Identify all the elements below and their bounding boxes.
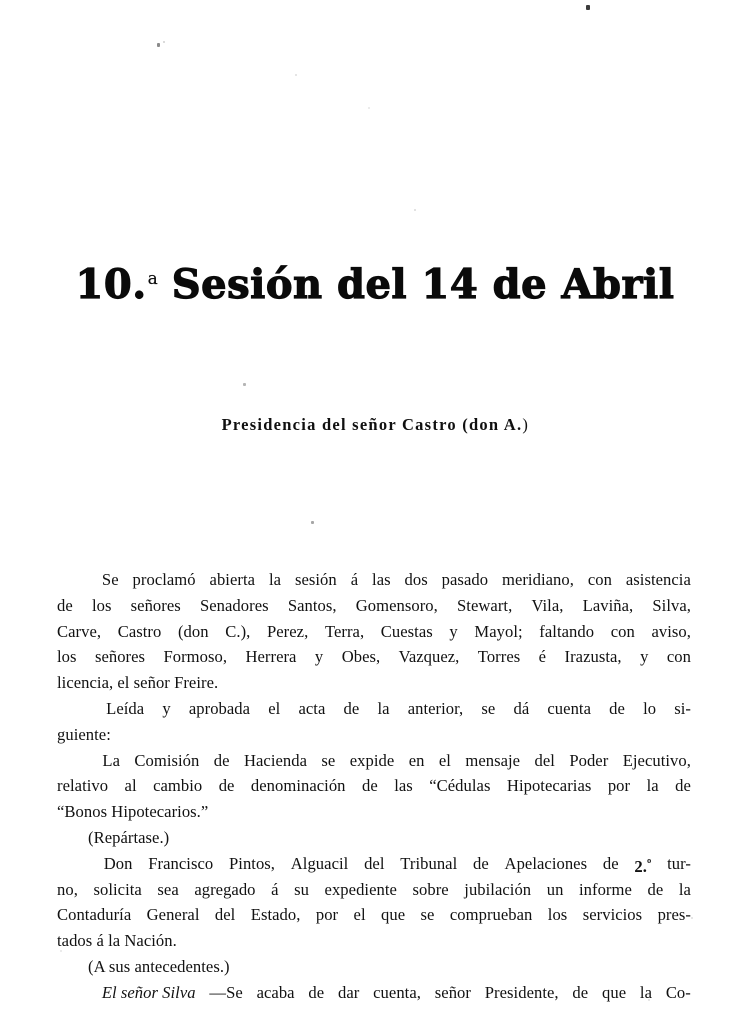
- word: Freire.: [174, 673, 219, 693]
- body-line: [57, 877, 691, 903]
- word: Herrera: [245, 647, 297, 667]
- word: Stewart,: [457, 595, 513, 615]
- word: sus: [108, 956, 131, 976]
- presidency-closing-paren: ): [522, 415, 529, 434]
- presidency-text: Presidencia del señor Castro (don A.: [221, 415, 523, 434]
- scan-speck: [691, 917, 693, 919]
- word: señor: [133, 673, 170, 693]
- word: de: [218, 776, 235, 796]
- word: Formoso,: [163, 647, 228, 667]
- word: Obes,: [341, 647, 381, 667]
- word: con: [666, 647, 691, 667]
- word: la: [678, 879, 691, 899]
- word: dar: [337, 982, 360, 1002]
- word: el: [268, 698, 281, 718]
- word: mensaje: [465, 750, 521, 770]
- word: comprueban: [449, 905, 533, 925]
- word: aprobada: [188, 698, 251, 718]
- word: Irazusta,: [564, 647, 622, 667]
- word: Comisión: [134, 750, 200, 770]
- word: Vila,: [531, 595, 564, 615]
- word: Mayol;: [474, 621, 523, 641]
- word: Castro: [117, 621, 162, 641]
- body-line: [57, 722, 691, 748]
- word: los: [91, 595, 112, 615]
- word: y: [314, 647, 324, 667]
- word: tur-: [667, 853, 691, 873]
- word: informe: [579, 879, 632, 899]
- word: acaba: [256, 982, 295, 1002]
- scan-speck: [368, 107, 370, 109]
- body-line: [57, 851, 691, 877]
- word: las: [394, 776, 413, 796]
- body-line: [57, 799, 691, 825]
- word: meridiano,: [501, 570, 574, 589]
- word: Leída: [106, 698, 145, 718]
- word: Se: [101, 570, 119, 589]
- word: Estado,: [250, 905, 301, 925]
- body-line: [57, 644, 691, 670]
- scan-speck: [157, 43, 160, 47]
- word: de: [647, 879, 664, 899]
- word: á: [350, 570, 359, 589]
- session-number: 10.: [75, 260, 147, 308]
- word: se: [481, 698, 496, 718]
- word: de: [308, 982, 325, 1002]
- word: del: [534, 750, 555, 770]
- presidency-line: [0, 414, 750, 436]
- word: de: [572, 982, 589, 1002]
- word: (Repártase.): [88, 827, 170, 847]
- word: por: [315, 905, 339, 925]
- word: de: [213, 750, 230, 770]
- word: guiente:: [57, 724, 111, 744]
- word: Carve,: [57, 621, 102, 641]
- word: Terra,: [324, 621, 365, 641]
- word: la: [646, 776, 659, 796]
- word: expediente: [324, 879, 397, 899]
- word: Poder: [569, 750, 609, 770]
- word: el: [117, 673, 130, 693]
- word: pres-: [657, 905, 691, 925]
- word: antecedentes.): [134, 956, 230, 976]
- body-line: [57, 593, 691, 619]
- word: 2.$^º$: [634, 855, 652, 876]
- word: de: [361, 776, 378, 796]
- word: el: [438, 750, 451, 770]
- body-line: [57, 670, 691, 696]
- word: de: [57, 595, 73, 615]
- word: expide: [349, 750, 395, 770]
- word: acta: [298, 698, 326, 718]
- word: la: [108, 931, 121, 951]
- word: con: [587, 570, 612, 589]
- scan-speck: [163, 41, 165, 43]
- word: señores: [94, 647, 146, 667]
- word: Don: [103, 853, 133, 873]
- scan-speck: [295, 74, 297, 76]
- word: Co-: [665, 982, 691, 1002]
- word: licencia,: [57, 673, 114, 693]
- word: asistencia: [625, 570, 691, 589]
- word: Torres: [477, 647, 521, 667]
- word: anterior,: [407, 698, 464, 718]
- word: se: [321, 750, 336, 770]
- word: y: [449, 621, 458, 641]
- word: se: [420, 905, 435, 925]
- word: Hipotecarios.”: [111, 802, 209, 822]
- word: Senadores: [199, 595, 269, 615]
- word: faltando: [539, 621, 595, 641]
- body-line: [57, 619, 691, 645]
- paragraph-indent: [57, 696, 88, 722]
- word: agregado: [194, 879, 256, 899]
- word: de: [609, 698, 625, 718]
- word: si-: [674, 698, 691, 718]
- word: cuenta: [547, 698, 591, 718]
- word: (don: [177, 621, 209, 641]
- body-line: [57, 980, 691, 1006]
- page-title: [0, 255, 750, 309]
- word: los: [57, 647, 77, 667]
- word: la: [268, 570, 282, 589]
- word: Hacienda: [243, 750, 308, 770]
- word: sea: [157, 879, 179, 899]
- word: cuenta,: [373, 982, 421, 1002]
- scan-speck: [311, 521, 314, 524]
- paragraph-indent: [57, 980, 88, 1006]
- word: no,: [57, 879, 78, 899]
- word: Cuestas: [380, 621, 433, 641]
- word: Gomensoro,: [355, 595, 438, 615]
- word: Francisco: [148, 853, 214, 873]
- word: é: [538, 647, 547, 667]
- body-line: [57, 773, 691, 799]
- word: sesión: [294, 570, 337, 589]
- word: al: [124, 776, 137, 796]
- word: relativo: [57, 776, 109, 796]
- word: que: [381, 905, 406, 925]
- word: Alguacil: [290, 853, 349, 873]
- word: señor: [434, 982, 471, 1002]
- word: General: [146, 905, 200, 925]
- word: Ejecutivo,: [622, 750, 691, 770]
- word: de: [473, 853, 489, 873]
- word: la: [377, 698, 390, 718]
- word: (A: [88, 956, 105, 976]
- body-line: [57, 928, 691, 954]
- word: cambio: [153, 776, 203, 796]
- word: Presidente,: [484, 982, 559, 1002]
- word: del: [214, 905, 236, 925]
- paragraph-indent: [57, 851, 88, 877]
- word: C.),: [225, 621, 251, 641]
- word: de: [675, 776, 691, 796]
- word: lo: [643, 698, 657, 718]
- body-line: [57, 567, 691, 593]
- body-line: [57, 696, 691, 722]
- body-line: [57, 748, 691, 774]
- word: los: [547, 905, 568, 925]
- word: á: [96, 931, 104, 951]
- body-line: [57, 902, 691, 928]
- word: Tribunal: [400, 853, 458, 873]
- word: Contaduría: [57, 905, 132, 925]
- session-ordinal-suffix: a: [147, 268, 158, 289]
- word: de: [343, 698, 360, 718]
- word: Nación.: [124, 931, 177, 951]
- word: Perez,: [266, 621, 309, 641]
- word: del: [364, 853, 385, 873]
- word: Apelaciones: [504, 853, 588, 873]
- word: Silva,: [652, 595, 691, 615]
- word: su: [294, 879, 309, 899]
- word: tados: [57, 931, 93, 951]
- word: abierta: [209, 570, 256, 589]
- paragraph-indent: [57, 567, 88, 593]
- session-title-rest: Sesión del 14 de Abril: [171, 260, 675, 308]
- word: á: [271, 879, 279, 899]
- word: denominación: [250, 776, 346, 796]
- word: Pintos,: [229, 853, 275, 873]
- word: servicios: [582, 905, 643, 925]
- scan-speck: [414, 209, 416, 211]
- word: con: [610, 621, 635, 641]
- word: Santos,: [287, 595, 337, 615]
- word: el: [353, 905, 366, 925]
- body-line: [57, 954, 691, 980]
- paragraph-indent: [57, 748, 88, 774]
- speaker-name: El señor Silva: [101, 982, 196, 1002]
- word: solicita: [93, 879, 142, 899]
- word: dos: [404, 570, 428, 589]
- scan-speck: [586, 5, 590, 10]
- word: y: [640, 647, 649, 667]
- word: proclamó: [132, 570, 196, 589]
- word: aviso,: [651, 621, 691, 641]
- word: Laviña,: [582, 595, 634, 615]
- word: y: [162, 698, 171, 718]
- word: jubilación: [464, 879, 532, 899]
- word: señores: [130, 595, 181, 615]
- word: “Bonos: [57, 802, 108, 822]
- word: —Se: [209, 982, 243, 1002]
- body-line: [57, 825, 691, 851]
- word: pasado: [441, 570, 489, 589]
- word: “Cédulas: [429, 776, 491, 796]
- word: las: [372, 570, 391, 589]
- word: dá: [513, 698, 530, 718]
- word: en: [408, 750, 425, 770]
- word: un: [546, 879, 564, 899]
- word: La: [102, 750, 121, 770]
- word: Hipotecarias: [506, 776, 592, 796]
- body-text: [57, 567, 691, 1006]
- word: que: [602, 982, 627, 1002]
- word: la: [639, 982, 652, 1002]
- word: de: [602, 853, 619, 873]
- scan-speck: [243, 383, 246, 386]
- word: sobre: [412, 879, 449, 899]
- word: por: [607, 776, 631, 796]
- word: Vazquez,: [398, 647, 460, 667]
